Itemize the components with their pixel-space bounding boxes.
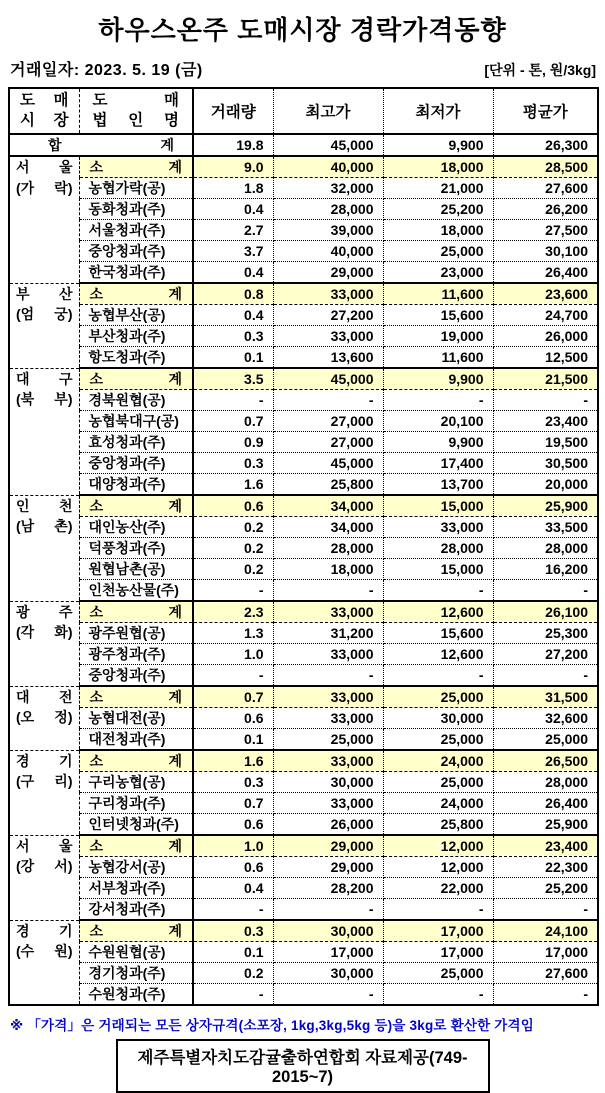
corp-low: 22,000 xyxy=(383,878,493,899)
corp-low: 21,000 xyxy=(383,178,493,199)
header-market-line2: 시 장 xyxy=(20,112,69,129)
corp-low: 11,600 xyxy=(383,347,493,369)
corp-row xyxy=(9,814,598,836)
corp-name: 인터넷청과(주) xyxy=(79,814,193,836)
price-table xyxy=(8,87,599,1006)
subtotal-volume: 0.3 xyxy=(193,920,273,942)
subtotal-label: 소 계 xyxy=(79,835,193,857)
corp-high: 26,000 xyxy=(273,814,383,836)
corp-low: 23,000 xyxy=(383,262,493,284)
corp-avg: 25,300 xyxy=(493,623,598,644)
corp-low: 17,000 xyxy=(383,942,493,963)
corp-name: 광주원협(공) xyxy=(79,623,193,644)
subtotal-high: 33,000 xyxy=(273,601,383,623)
corp-name: 덕풍청과(주) xyxy=(79,538,193,559)
corp-low: 25,800 xyxy=(383,814,493,836)
subtotal-high: 33,000 xyxy=(273,750,383,772)
subtotal-low: 15,000 xyxy=(383,495,493,517)
corp-name: 농협북대구(공) xyxy=(79,411,193,432)
corp-volume: 3.7 xyxy=(193,241,273,262)
corp-name: 서울청과(주) xyxy=(79,220,193,241)
document-page xyxy=(0,10,605,1086)
trade-date-label: 거래일자: 2023. 5. 19 (금) xyxy=(10,62,203,79)
corp-name: 농협대전(공) xyxy=(79,708,193,729)
corp-low: 13,700 xyxy=(383,474,493,496)
corp-high: 33,000 xyxy=(273,708,383,729)
corp-low: 15,600 xyxy=(383,623,493,644)
header-low: 최저가 xyxy=(383,88,493,134)
corp-high: - xyxy=(273,665,383,687)
corp-low: 25,000 xyxy=(383,729,493,751)
corp-low: 12,600 xyxy=(383,644,493,665)
market-cell xyxy=(9,920,79,1005)
subtotal-row xyxy=(9,835,598,857)
corp-volume: 0.2 xyxy=(193,963,273,984)
corp-low: 25,200 xyxy=(383,199,493,220)
corp-avg: - xyxy=(493,984,598,1006)
header-row xyxy=(9,88,598,134)
corp-name: 중앙청과(주) xyxy=(79,241,193,262)
corp-row xyxy=(9,178,598,199)
corp-low: - xyxy=(383,984,493,1006)
table-header xyxy=(9,88,598,134)
market-cell xyxy=(9,283,79,368)
subtotal-row xyxy=(9,156,598,178)
corp-high: 32,000 xyxy=(273,178,383,199)
corp-row xyxy=(9,729,598,751)
corp-avg: 25,000 xyxy=(493,729,598,751)
price-footnote: ※ 「가격」은 거래되는 모든 상자규격(소포장, 1kg,3kg,5kg 등)을 3kg로 환산한 가격임 xyxy=(10,1018,534,1033)
corp-name: 서부청과(주) xyxy=(79,878,193,899)
corp-row xyxy=(9,559,598,580)
market-location: (강 서) xyxy=(16,858,73,875)
corp-volume: 1.6 xyxy=(193,474,273,496)
table-body xyxy=(9,134,598,1005)
market-cell xyxy=(9,156,79,283)
corp-avg: 30,100 xyxy=(493,241,598,262)
subtotal-avg: 31,500 xyxy=(493,686,598,708)
corp-volume: 0.2 xyxy=(193,538,273,559)
corp-name: 경기청과(주) xyxy=(79,963,193,984)
corp-high: 30,000 xyxy=(273,963,383,984)
market-location: (남 촌) xyxy=(16,518,73,535)
corp-name: 중앙청과(주) xyxy=(79,453,193,474)
corp-high: 45,000 xyxy=(273,453,383,474)
market-cell xyxy=(9,601,79,686)
page-title: 하우스온주 도매시장 경락가격동향 xyxy=(98,15,507,45)
corp-high: 25,000 xyxy=(273,729,383,751)
subtotal-high: 45,000 xyxy=(273,368,383,390)
corp-volume: - xyxy=(193,390,273,411)
corp-volume: 0.2 xyxy=(193,517,273,538)
corp-volume: 1.8 xyxy=(193,178,273,199)
corp-avg: 16,200 xyxy=(493,559,598,580)
subtotal-volume: 0.6 xyxy=(193,495,273,517)
corp-high: 28,200 xyxy=(273,878,383,899)
corp-name: 대전청과(주) xyxy=(79,729,193,751)
header-high: 최고가 xyxy=(273,88,383,134)
market-location: (오 정) xyxy=(16,709,73,726)
corp-row xyxy=(9,517,598,538)
subtotal-low: 17,000 xyxy=(383,920,493,942)
subtotal-low: 24,000 xyxy=(383,750,493,772)
corp-low: 12,000 xyxy=(383,857,493,878)
corp-high: 34,000 xyxy=(273,517,383,538)
corp-high: 18,000 xyxy=(273,559,383,580)
corp-high: 40,000 xyxy=(273,241,383,262)
subtotal-high: 30,000 xyxy=(273,920,383,942)
corp-avg: - xyxy=(493,390,598,411)
corp-name: 부산청과(주) xyxy=(79,326,193,347)
market-cell xyxy=(9,835,79,920)
corp-volume: 0.4 xyxy=(193,878,273,899)
subtotal-low: 25,000 xyxy=(383,686,493,708)
corp-row xyxy=(9,580,598,602)
corp-low: 25,000 xyxy=(383,963,493,984)
total-high: 45,000 xyxy=(273,134,383,156)
subtotal-label: 소 계 xyxy=(79,920,193,942)
total-avg: 26,300 xyxy=(493,134,598,156)
market-name: 서 울 xyxy=(16,159,73,175)
corp-row xyxy=(9,220,598,241)
corp-low: 18,000 xyxy=(383,220,493,241)
subtotal-label: 소 계 xyxy=(79,368,193,390)
subtotal-row xyxy=(9,601,598,623)
corp-row xyxy=(9,199,598,220)
corp-avg: 28,000 xyxy=(493,772,598,793)
corp-low: 33,000 xyxy=(383,517,493,538)
corp-name: 효성청과(주) xyxy=(79,432,193,453)
market-name: 서 울 xyxy=(16,837,73,854)
corp-avg: 17,000 xyxy=(493,942,598,963)
corp-low: - xyxy=(383,665,493,687)
total-label: 합 계 xyxy=(9,134,193,156)
market-name: 경 기 xyxy=(16,922,73,939)
corp-volume: 2.7 xyxy=(193,220,273,241)
market-location: (각 화) xyxy=(16,624,73,641)
corp-high: 33,000 xyxy=(273,644,383,665)
corp-low: 25,000 xyxy=(383,772,493,793)
subtotal-high: 29,000 xyxy=(273,835,383,857)
corp-high: 27,000 xyxy=(273,432,383,453)
corp-volume: 0.6 xyxy=(193,814,273,836)
subtotal-avg: 26,500 xyxy=(493,750,598,772)
corp-high: 31,200 xyxy=(273,623,383,644)
subtotal-label: 소 계 xyxy=(79,750,193,772)
corp-high: - xyxy=(273,984,383,1006)
market-location: (수 원) xyxy=(16,943,73,960)
corp-avg: 27,600 xyxy=(493,178,598,199)
subtotal-volume: 0.7 xyxy=(193,686,273,708)
corp-volume: 0.7 xyxy=(193,793,273,814)
corp-high: 29,000 xyxy=(273,262,383,284)
corp-low: 20,100 xyxy=(383,411,493,432)
market-name: 경 기 xyxy=(16,752,73,769)
corp-high: 30,000 xyxy=(273,772,383,793)
subtotal-label: 소 계 xyxy=(79,601,193,623)
market-cell xyxy=(9,686,79,750)
corp-high: 33,000 xyxy=(273,793,383,814)
corp-volume: 0.4 xyxy=(193,199,273,220)
corp-volume: - xyxy=(193,665,273,687)
corp-low: 9,900 xyxy=(383,432,493,453)
corp-high: - xyxy=(273,580,383,602)
corp-volume: 0.4 xyxy=(193,262,273,284)
subtotal-avg: 21,500 xyxy=(493,368,598,390)
corp-volume: - xyxy=(193,984,273,1006)
subtotal-volume: 0.8 xyxy=(193,283,273,305)
corp-avg: 25,200 xyxy=(493,878,598,899)
subtotal-low: 11,600 xyxy=(383,283,493,305)
corp-name: 한국청과(주) xyxy=(79,262,193,284)
corp-high: 25,800 xyxy=(273,474,383,496)
corp-avg: 32,600 xyxy=(493,708,598,729)
corp-low: 17,400 xyxy=(383,453,493,474)
corp-row xyxy=(9,984,598,1006)
subtotal-volume: 1.6 xyxy=(193,750,273,772)
subtotal-avg: 26,100 xyxy=(493,601,598,623)
corp-row xyxy=(9,241,598,262)
corp-row xyxy=(9,326,598,347)
subtotal-high: 33,000 xyxy=(273,283,383,305)
corp-row xyxy=(9,878,598,899)
corp-volume: 0.3 xyxy=(193,453,273,474)
corp-row xyxy=(9,390,598,411)
corp-row xyxy=(9,623,598,644)
subtotal-avg: 24,100 xyxy=(493,920,598,942)
corp-row xyxy=(9,772,598,793)
subtotal-low: 18,000 xyxy=(383,156,493,178)
total-low: 9,900 xyxy=(383,134,493,156)
market-name: 인 천 xyxy=(16,497,73,514)
corp-high: 39,000 xyxy=(273,220,383,241)
corp-volume: 0.1 xyxy=(193,729,273,751)
subtotal-high: 33,000 xyxy=(273,686,383,708)
corp-name: 농협부산(공) xyxy=(79,305,193,326)
corp-low: 25,000 xyxy=(383,241,493,262)
corp-row xyxy=(9,347,598,369)
subtotal-label: 소 계 xyxy=(79,495,193,517)
header-corp-line1: 도 매 xyxy=(92,92,179,109)
source-box xyxy=(116,1039,490,1093)
subtotal-row xyxy=(9,750,598,772)
market-name: 부 산 xyxy=(16,285,73,302)
corp-high: - xyxy=(273,899,383,921)
corp-volume: 0.4 xyxy=(193,305,273,326)
market-location: (구 리) xyxy=(16,773,73,790)
market-location: (엄 궁) xyxy=(16,306,73,323)
subtotal-volume: 2.3 xyxy=(193,601,273,623)
header-corp-line2: 법 인 명 xyxy=(92,112,179,129)
subtotal-low: 12,600 xyxy=(383,601,493,623)
corp-row xyxy=(9,644,598,665)
corp-name: 구리청과(주) xyxy=(79,793,193,814)
corp-avg: 27,600 xyxy=(493,963,598,984)
total-volume: 19.8 xyxy=(193,134,273,156)
corp-low: 15,000 xyxy=(383,559,493,580)
corp-name: 농협강서(공) xyxy=(79,857,193,878)
market-location: (북 부) xyxy=(16,391,73,408)
subtotal-volume: 3.5 xyxy=(193,368,273,390)
corp-volume: 0.6 xyxy=(193,708,273,729)
corp-name: 원협남촌(공) xyxy=(79,559,193,580)
corp-name: 농협가락(공) xyxy=(79,178,193,199)
corp-avg: - xyxy=(493,899,598,921)
corp-row xyxy=(9,708,598,729)
corp-name: 강서청과(주) xyxy=(79,899,193,921)
corp-row xyxy=(9,963,598,984)
corp-avg: 20,000 xyxy=(493,474,598,496)
corp-name: 경북원협(공) xyxy=(79,390,193,411)
corp-name: 항도청과(주) xyxy=(79,347,193,369)
corp-avg: 33,500 xyxy=(493,517,598,538)
corp-volume: 0.9 xyxy=(193,432,273,453)
corp-name: 동화청과(주) xyxy=(79,199,193,220)
subtotal-avg: 23,600 xyxy=(493,283,598,305)
subtotal-label: 소 계 xyxy=(79,686,193,708)
corp-volume: 0.1 xyxy=(193,942,273,963)
corp-row xyxy=(9,411,598,432)
corp-avg: - xyxy=(493,580,598,602)
corp-avg: 23,400 xyxy=(493,411,598,432)
corp-name: 인천농산물(주) xyxy=(79,580,193,602)
corp-high: 33,000 xyxy=(273,326,383,347)
corp-row xyxy=(9,665,598,687)
corp-name: 구리농협(공) xyxy=(79,772,193,793)
corp-avg: 28,000 xyxy=(493,538,598,559)
corp-avg: 25,900 xyxy=(493,814,598,836)
corp-low: 19,000 xyxy=(383,326,493,347)
source-text: 제주특별자치도감귤출하연합회 자료제공(749-2015~7) xyxy=(137,1049,468,1086)
corp-row xyxy=(9,899,598,921)
corp-name: 광주청과(주) xyxy=(79,644,193,665)
corp-avg: 22,300 xyxy=(493,857,598,878)
corp-row xyxy=(9,453,598,474)
market-name: 대 전 xyxy=(16,688,73,705)
subtotal-volume: 9.0 xyxy=(193,156,273,178)
subtotal-low: 9,900 xyxy=(383,368,493,390)
corp-avg: 26,400 xyxy=(493,793,598,814)
subtotal-row xyxy=(9,686,598,708)
corp-avg: 30,500 xyxy=(493,453,598,474)
corp-volume: 0.3 xyxy=(193,772,273,793)
subtotal-low: 12,000 xyxy=(383,835,493,857)
subtotal-label: 소 계 xyxy=(79,283,193,305)
corp-row xyxy=(9,262,598,284)
subtotal-volume: 1.0 xyxy=(193,835,273,857)
corp-high: 17,000 xyxy=(273,942,383,963)
corp-high: 27,000 xyxy=(273,411,383,432)
corp-high: 29,000 xyxy=(273,857,383,878)
total-row xyxy=(9,134,598,156)
corp-avg: 26,000 xyxy=(493,326,598,347)
corp-row xyxy=(9,942,598,963)
corp-avg: 12,500 xyxy=(493,347,598,369)
corp-avg: 19,500 xyxy=(493,432,598,453)
header-volume: 거래량 xyxy=(193,88,273,134)
subtotal-row xyxy=(9,920,598,942)
corp-low: 15,600 xyxy=(383,305,493,326)
corp-volume: - xyxy=(193,899,273,921)
subtotal-avg: 23,400 xyxy=(493,835,598,857)
corp-low: 30,000 xyxy=(383,708,493,729)
corp-avg: 27,200 xyxy=(493,644,598,665)
subtotal-high: 34,000 xyxy=(273,495,383,517)
corp-avg: 24,700 xyxy=(493,305,598,326)
corp-avg: 26,200 xyxy=(493,199,598,220)
subtotal-row xyxy=(9,368,598,390)
corp-high: 27,200 xyxy=(273,305,383,326)
corp-volume: - xyxy=(193,580,273,602)
corp-high: 28,000 xyxy=(273,199,383,220)
corp-volume: 0.2 xyxy=(193,559,273,580)
corp-volume: 1.3 xyxy=(193,623,273,644)
corp-name: 수원원협(공) xyxy=(79,942,193,963)
corp-low: 28,000 xyxy=(383,538,493,559)
corp-low: - xyxy=(383,390,493,411)
meta-bar xyxy=(0,57,605,80)
subtotal-label: 소 계 xyxy=(79,156,193,178)
corp-low: - xyxy=(383,899,493,921)
market-cell xyxy=(9,368,79,495)
corp-volume: 0.1 xyxy=(193,347,273,369)
corp-avg: - xyxy=(493,665,598,687)
corp-row xyxy=(9,432,598,453)
market-name: 대 구 xyxy=(16,370,73,387)
market-location: (가 락) xyxy=(16,179,73,196)
corp-avg: 26,400 xyxy=(493,262,598,284)
market-cell xyxy=(9,495,79,601)
corp-row xyxy=(9,474,598,496)
corp-high: 28,000 xyxy=(273,538,383,559)
corp-row xyxy=(9,793,598,814)
header-avg: 평균가 xyxy=(493,88,598,134)
subtotal-row xyxy=(9,495,598,517)
subtotal-avg: 25,900 xyxy=(493,495,598,517)
corp-volume: 1.0 xyxy=(193,644,273,665)
corp-row xyxy=(9,305,598,326)
corp-volume: 0.3 xyxy=(193,326,273,347)
market-name: 광 주 xyxy=(16,603,73,620)
corp-low: - xyxy=(383,580,493,602)
corp-volume: 0.7 xyxy=(193,411,273,432)
corp-row xyxy=(9,538,598,559)
corp-name: 대인농산(주) xyxy=(79,517,193,538)
corp-name: 수원청과(주) xyxy=(79,984,193,1006)
unit-label: [단위 - 톤, 원/3kg] xyxy=(484,62,596,78)
market-cell xyxy=(9,750,79,835)
corp-name: 중앙청과(주) xyxy=(79,665,193,687)
subtotal-avg: 28,500 xyxy=(493,156,598,178)
corp-name: 대양청과(주) xyxy=(79,474,193,496)
subtotal-high: 40,000 xyxy=(273,156,383,178)
corp-row xyxy=(9,857,598,878)
subtotal-row xyxy=(9,283,598,305)
corp-low: 24,000 xyxy=(383,793,493,814)
header-market xyxy=(9,88,79,134)
corp-avg: 27,500 xyxy=(493,220,598,241)
corp-high: 13,600 xyxy=(273,347,383,369)
corp-high: - xyxy=(273,390,383,411)
corp-volume: 0.6 xyxy=(193,857,273,878)
header-corp xyxy=(79,88,193,134)
header-market-line1: 도 매 xyxy=(20,92,69,109)
